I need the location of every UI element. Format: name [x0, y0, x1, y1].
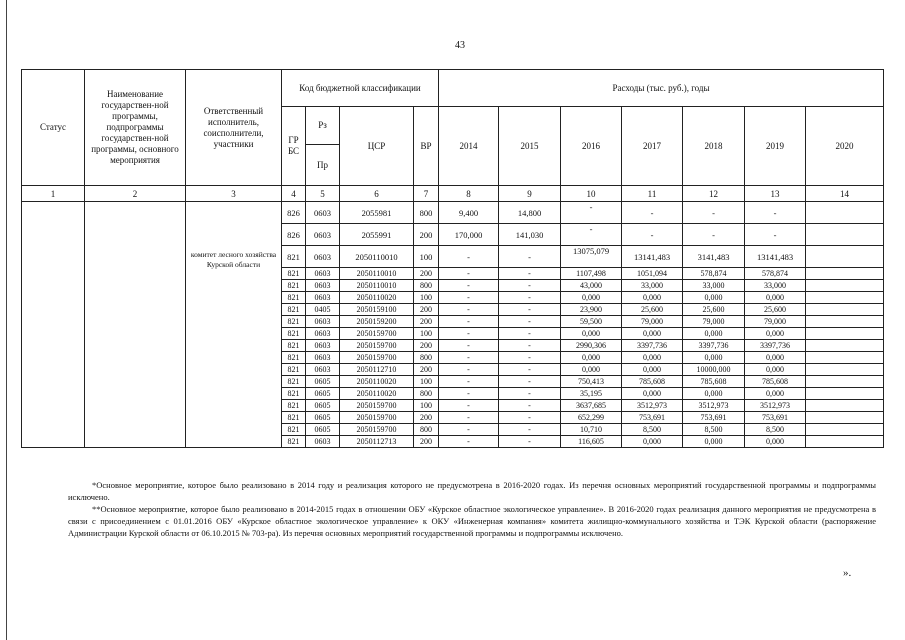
table-cell	[806, 268, 884, 280]
table-cell	[806, 340, 884, 352]
table-cell: 0605	[306, 388, 340, 400]
footnote-1: *Основное мероприятие, которое было реализовано в 2014 году и реализация которого не предусмотрена в 2016-2020 годах. Из перечня основных мероприятий государственной программы и подпрограммы исключено.	[68, 480, 876, 502]
table-cell: 200	[414, 224, 439, 246]
header-year: 2018	[683, 107, 745, 186]
table-cell	[806, 388, 884, 400]
table-cell: 753,691	[683, 412, 745, 424]
table-cell: -	[439, 316, 499, 328]
column-number: 13	[745, 186, 806, 202]
table-cell: 821	[282, 280, 306, 292]
header-year: 2014	[439, 107, 499, 186]
column-number: 10	[561, 186, 622, 202]
table-cell: -	[499, 436, 561, 448]
table-cell: 0,000	[683, 352, 745, 364]
table-cell: 100	[414, 292, 439, 304]
table-cell	[806, 304, 884, 316]
table-cell: 0605	[306, 376, 340, 388]
table-cell: -	[561, 224, 622, 246]
table-cell: 800	[414, 352, 439, 364]
table-cell: -	[439, 328, 499, 340]
column-number: 4	[282, 186, 306, 202]
table-cell: 0603	[306, 328, 340, 340]
table-cell: 753,691	[745, 412, 806, 424]
table-cell: -	[561, 202, 622, 224]
table-cell: 0,000	[622, 352, 683, 364]
table-cell: 0603	[306, 316, 340, 328]
table-cell: 3397,736	[745, 340, 806, 352]
table-cell: 1107,498	[561, 268, 622, 280]
table-cell: -	[499, 424, 561, 436]
table-cell: 821	[282, 246, 306, 268]
table-cell: 821	[282, 340, 306, 352]
table-cell: 59,500	[561, 316, 622, 328]
status-cell	[22, 202, 85, 448]
column-number: 14	[806, 186, 884, 202]
table-cell: 2050110020	[340, 376, 414, 388]
table-cell: 826	[282, 224, 306, 246]
table-cell: 13141,483	[622, 246, 683, 268]
table-cell: 0605	[306, 400, 340, 412]
table-cell: -	[499, 328, 561, 340]
table-cell: 2050112710	[340, 364, 414, 376]
table-cell: 821	[282, 304, 306, 316]
table-cell: 821	[282, 352, 306, 364]
column-number: 9	[499, 186, 561, 202]
table-cell	[806, 376, 884, 388]
table-cell: 0603	[306, 340, 340, 352]
table-cell: -	[622, 202, 683, 224]
table-cell: 0,000	[561, 292, 622, 304]
table-cell: 2990,306	[561, 340, 622, 352]
header-executor: Ответственный исполнитель, соисполнители, участники	[186, 70, 282, 186]
table-cell: 800	[414, 202, 439, 224]
table-cell: 10,710	[561, 424, 622, 436]
table-cell: 800	[414, 388, 439, 400]
table-cell: 100	[414, 376, 439, 388]
column-number: 5	[306, 186, 340, 202]
budget-table	[21, 69, 884, 448]
table-cell	[806, 328, 884, 340]
table-cell: 170,000	[439, 224, 499, 246]
table-cell: 578,874	[683, 268, 745, 280]
header-vr: ВР	[414, 107, 439, 186]
table-cell: 0,000	[745, 364, 806, 376]
column-number: 1	[22, 186, 85, 202]
table-cell: -	[499, 412, 561, 424]
table-cell	[806, 352, 884, 364]
table-cell: 0605	[306, 424, 340, 436]
table-cell: 0603	[306, 352, 340, 364]
table-cell: 2050159100	[340, 304, 414, 316]
table-cell: 785,608	[745, 376, 806, 388]
table-cell: 0,000	[745, 352, 806, 364]
table-cell: 25,600	[683, 304, 745, 316]
table-cell	[806, 364, 884, 376]
table-cell: -	[439, 352, 499, 364]
table-cell: 2050159700	[340, 352, 414, 364]
table-cell: -	[499, 400, 561, 412]
table-cell: 785,608	[683, 376, 745, 388]
table-cell: 141,030	[499, 224, 561, 246]
table-cell: 33,000	[622, 280, 683, 292]
table-cell: 2050110020	[340, 388, 414, 400]
table-cell: 0,000	[745, 388, 806, 400]
table-cell: 13141,483	[745, 246, 806, 268]
table-cell: -	[499, 268, 561, 280]
header-budget-code: Код бюджетной классификации	[282, 70, 439, 107]
table-cell: 0603	[306, 224, 340, 246]
table-cell: 2050159700	[340, 400, 414, 412]
table-cell: 3141,483	[683, 246, 745, 268]
table-cell: -	[499, 352, 561, 364]
table-cell: -	[622, 224, 683, 246]
table-cell: 821	[282, 328, 306, 340]
table-cell: -	[439, 436, 499, 448]
table-cell: -	[499, 280, 561, 292]
table-cell: 8,500	[683, 424, 745, 436]
table-cell: -	[499, 316, 561, 328]
table-cell: 821	[282, 424, 306, 436]
table-cell: 0,000	[622, 436, 683, 448]
table-cell: 2050110010	[340, 268, 414, 280]
table-cell: 2050112713	[340, 436, 414, 448]
table-cell: 0,000	[561, 364, 622, 376]
table-cell: -	[499, 364, 561, 376]
table-cell: 3397,736	[683, 340, 745, 352]
table-cell: 0603	[306, 364, 340, 376]
table-row	[22, 202, 884, 224]
header-pr: Пр	[306, 145, 340, 186]
table-cell: 821	[282, 436, 306, 448]
table-cell: 200	[414, 316, 439, 328]
header-year: 2019	[745, 107, 806, 186]
table-cell: 821	[282, 388, 306, 400]
table-cell: 33,000	[745, 280, 806, 292]
table-cell: 821	[282, 316, 306, 328]
table-cell: 0603	[306, 292, 340, 304]
table-cell: 0,000	[745, 328, 806, 340]
table-cell: 0,000	[561, 352, 622, 364]
table-cell: -	[499, 304, 561, 316]
table-cell: 2050159700	[340, 328, 414, 340]
table-cell: 0603	[306, 202, 340, 224]
table-cell: -	[439, 280, 499, 292]
header-rz: Рз	[306, 107, 340, 145]
table-cell: 2050159700	[340, 424, 414, 436]
table-cell	[806, 424, 884, 436]
table-cell: 0603	[306, 246, 340, 268]
header-year: 2016	[561, 107, 622, 186]
program-name-cell	[85, 202, 186, 448]
table-cell: -	[499, 388, 561, 400]
table-cell: 0603	[306, 436, 340, 448]
page-number: 43	[455, 40, 465, 51]
table-cell: 200	[414, 364, 439, 376]
table-cell: -	[439, 424, 499, 436]
table-header	[22, 70, 884, 202]
table-cell: -	[439, 364, 499, 376]
table-cell: 785,608	[622, 376, 683, 388]
table-cell: 200	[414, 436, 439, 448]
table-cell: 0603	[306, 280, 340, 292]
table-cell: -	[439, 304, 499, 316]
table-cell: 0,000	[683, 388, 745, 400]
table-cell: -	[439, 340, 499, 352]
table-cell: 826	[282, 202, 306, 224]
table-cell: 0603	[306, 268, 340, 280]
footnotes	[68, 479, 876, 539]
table-cell: 0405	[306, 304, 340, 316]
table-cell: 2055981	[340, 202, 414, 224]
table-cell: 2050110010	[340, 246, 414, 268]
header-year: 2017	[622, 107, 683, 186]
table-cell: 79,000	[622, 316, 683, 328]
column-number-row	[22, 186, 884, 202]
table-cell: 821	[282, 292, 306, 304]
table-cell: 0,000	[622, 388, 683, 400]
table-cell: 100	[414, 328, 439, 340]
table-cell: 2050110010	[340, 280, 414, 292]
table-cell: 0,000	[622, 364, 683, 376]
table-cell: 200	[414, 304, 439, 316]
table-cell: 753,691	[622, 412, 683, 424]
table-cell	[806, 436, 884, 448]
table-cell: -	[439, 376, 499, 388]
header-status: Статус	[22, 70, 85, 186]
table-cell: 2050159700	[340, 412, 414, 424]
executor-cell: комитет лесного хозяйства Курской области	[186, 202, 282, 448]
table-cell	[806, 202, 884, 224]
table-cell: 750,413	[561, 376, 622, 388]
table-cell: 821	[282, 268, 306, 280]
table-cell	[806, 400, 884, 412]
table-cell: -	[745, 202, 806, 224]
table-cell: 1051,094	[622, 268, 683, 280]
table-cell	[806, 224, 884, 246]
table-cell: 25,600	[745, 304, 806, 316]
table-cell: 0,000	[745, 292, 806, 304]
table-cell: 2050159200	[340, 316, 414, 328]
table-cell: 821	[282, 364, 306, 376]
table-cell: 200	[414, 412, 439, 424]
table-cell: -	[499, 292, 561, 304]
table-cell: 100	[414, 400, 439, 412]
table-cell: 13075,079	[561, 246, 622, 268]
table-cell: 200	[414, 340, 439, 352]
table-cell: 35,195	[561, 388, 622, 400]
table-cell: 3512,973	[745, 400, 806, 412]
column-number: 7	[414, 186, 439, 202]
table-cell: 821	[282, 400, 306, 412]
table-cell: 8,500	[745, 424, 806, 436]
table-cell: -	[439, 292, 499, 304]
table-cell: 0605	[306, 412, 340, 424]
table-cell: 10000,000	[683, 364, 745, 376]
table-cell: -	[499, 246, 561, 268]
table-cell	[806, 292, 884, 304]
table-cell: 0,000	[622, 292, 683, 304]
header-program-name: Наименование государствен-ной программы, подпрограммы государствен-ной программы, основного мероприятия	[85, 70, 186, 186]
table-cell: -	[499, 376, 561, 388]
table-cell: 0,000	[683, 292, 745, 304]
table-cell: 0,000	[745, 436, 806, 448]
table-cell: 79,000	[745, 316, 806, 328]
table-cell: 100	[414, 246, 439, 268]
table-cell: -	[683, 202, 745, 224]
table-cell: 0,000	[683, 436, 745, 448]
header-expenses: Расходы (тыс. руб.), годы	[439, 70, 884, 107]
footnote-2: **Основное мероприятие, которое было реализовано в 2014-2015 годах в отношении ОБУ «Курское областное экологическое управление». В 2016-2020 годах реализация данного мероприятия не предусмотрена в связи с присоединением с 01.01.2016 ОБУ «Курское областное экологическое управление» к ОКУ «Инженерная компания» комитета жилищно-коммунального хозяйства и ТЭК Курской области (распоряжение Администрации Курской области от 06.10.2015 № 703-ра). Из перечня основных мероприятий государственной программы и подпрограммы исключено.	[68, 504, 876, 538]
table-cell: 2050159700	[340, 340, 414, 352]
table-cell: -	[439, 400, 499, 412]
table-cell: -	[683, 224, 745, 246]
table-cell: -	[499, 340, 561, 352]
table-cell: 3512,973	[622, 400, 683, 412]
table-cell: 3512,973	[683, 400, 745, 412]
table-cell: 43,000	[561, 280, 622, 292]
table-cell: 14,800	[499, 202, 561, 224]
header-year: 2020	[806, 107, 884, 186]
header-grbs: ГР БС	[282, 107, 306, 186]
table-cell: -	[439, 388, 499, 400]
column-number: 6	[340, 186, 414, 202]
table-cell: -	[439, 412, 499, 424]
column-number: 12	[683, 186, 745, 202]
column-number: 11	[622, 186, 683, 202]
table-cell: 33,000	[683, 280, 745, 292]
column-number: 2	[85, 186, 186, 202]
table-cell	[806, 280, 884, 292]
table-cell	[806, 316, 884, 328]
table-cell: 3637,685	[561, 400, 622, 412]
table-cell: 578,874	[745, 268, 806, 280]
header-year: 2015	[499, 107, 561, 186]
table-cell: 0,000	[683, 328, 745, 340]
table-cell: 0,000	[561, 328, 622, 340]
table-cell: 821	[282, 412, 306, 424]
column-number: 8	[439, 186, 499, 202]
table-cell	[806, 412, 884, 424]
page-edge-line	[6, 0, 7, 640]
column-number: 3	[186, 186, 282, 202]
table-cell	[806, 246, 884, 268]
table-body	[22, 202, 884, 448]
table-cell: -	[439, 246, 499, 268]
table-cell: -	[439, 268, 499, 280]
table-cell: -	[745, 224, 806, 246]
table-cell: 2050110020	[340, 292, 414, 304]
table-cell: 116,605	[561, 436, 622, 448]
table-cell: 200	[414, 268, 439, 280]
table-cell: 800	[414, 280, 439, 292]
table-cell: 0,000	[622, 328, 683, 340]
table-cell: 652,299	[561, 412, 622, 424]
table-cell: 25,600	[622, 304, 683, 316]
table-cell: 79,000	[683, 316, 745, 328]
table-cell: 9,400	[439, 202, 499, 224]
table-cell: 23,900	[561, 304, 622, 316]
table-cell: 800	[414, 424, 439, 436]
closing-mark: ».	[843, 567, 852, 579]
table-cell: 3397,736	[622, 340, 683, 352]
table-cell: 821	[282, 376, 306, 388]
header-csr: ЦСР	[340, 107, 414, 186]
table-cell: 8,500	[622, 424, 683, 436]
table-cell: 2055991	[340, 224, 414, 246]
